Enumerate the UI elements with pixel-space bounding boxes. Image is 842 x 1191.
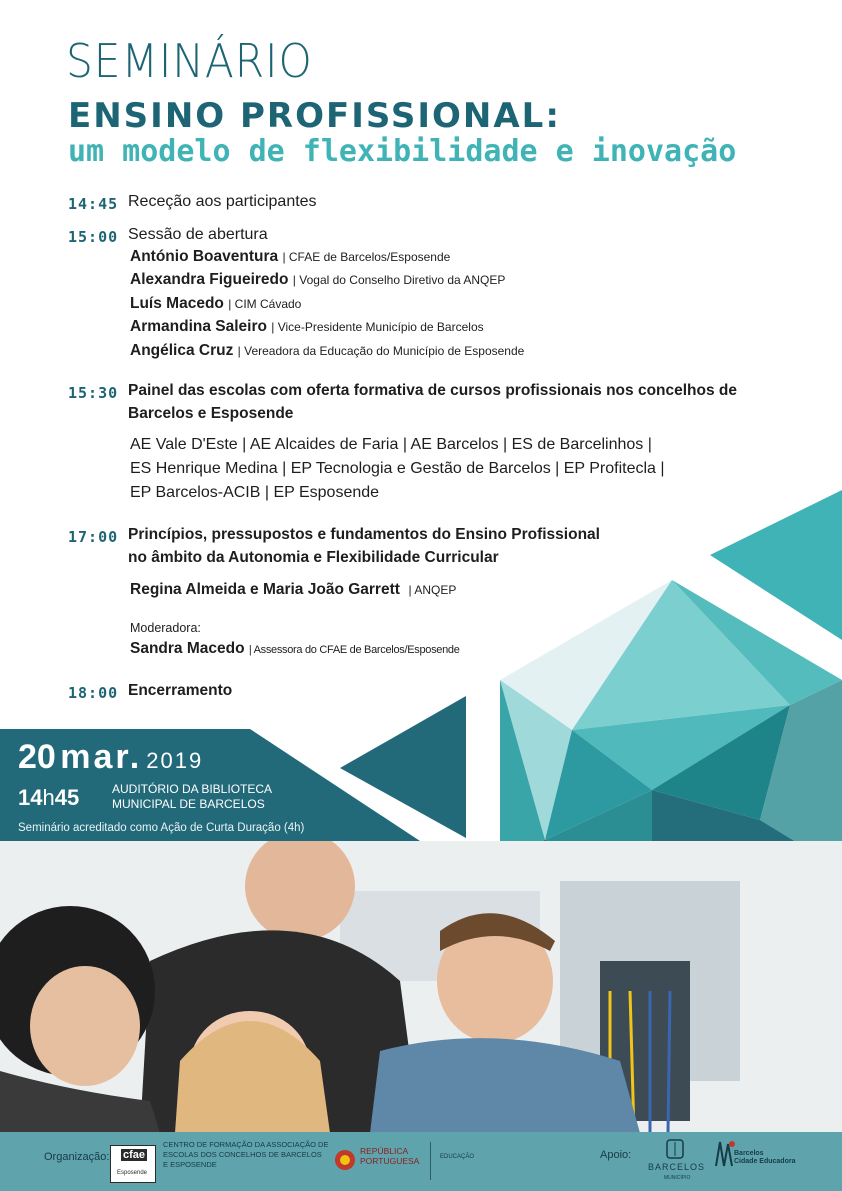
time-1800: 18:00	[68, 684, 119, 702]
barcelos-logo: BARCELOS	[648, 1162, 706, 1172]
seminar-tagline: um modelo de flexibilidade e inovação	[68, 134, 737, 169]
time-1500: 15:00	[68, 228, 119, 246]
moderator-label: Moderadora:	[130, 621, 201, 635]
republica-line-1: REPÚBLICA	[360, 1146, 409, 1156]
speaker-name: Armandina Saleiro	[130, 318, 267, 335]
moderator-role: | Assessora do CFAE de Barcelos/Esposende	[248, 644, 460, 656]
event-time	[18, 785, 79, 811]
time-1445: 14:45	[68, 195, 119, 213]
republica-logo	[360, 1146, 419, 1166]
time-1530: 15:30	[68, 384, 119, 402]
cfae-name-line-2: ESCOLAS DOS CONCELHOS DE BARCELOS	[163, 1150, 322, 1159]
speaker-role: | ANQEP	[408, 583, 457, 597]
time-1700: 17:00	[68, 528, 119, 546]
moderator-name: Sandra Macedo	[130, 640, 245, 657]
location-line-2: MUNICIPAL DE BARCELOS	[112, 797, 265, 811]
item-panel-title-1: Painel das escolas com oferta formativa de cursos profissionais nos concelhos de	[128, 382, 738, 399]
barcelos-crest-icon	[662, 1136, 688, 1160]
speaker-role: | CFAE de Barcelos/Esposende	[282, 250, 451, 264]
item-panel-title-2: Barcelos e Esposende	[128, 405, 294, 422]
speaker-name: Angélica Cruz	[130, 342, 234, 359]
speaker-role: | Vereadora da Educação do Município de Esposende	[237, 344, 525, 358]
location-line-1: AUDITÓRIO DA BIBLIOTECA	[112, 782, 273, 796]
accreditation-note: Seminário acreditado como Ação de Curta Duração (4h)	[18, 822, 305, 834]
divider	[430, 1142, 431, 1180]
event-date	[18, 738, 203, 777]
event-day: 20	[18, 738, 56, 776]
cfae-name-line-3: E ESPOSENDE	[163, 1160, 217, 1169]
footer	[0, 1132, 842, 1191]
item-principles-1: Princípios, pressupostos e fundamentos do Ensino Profissional	[128, 526, 600, 543]
cfae-name-line-1: CENTRO DE FORMAÇÃO DA ASSOCIAÇÃO DE	[163, 1140, 329, 1149]
schools-line-3: EP Barcelos-ACIB | EP Esposende	[130, 484, 380, 501]
event-year: 2019	[146, 748, 204, 773]
speaker-name: Alexandra Figueiredo	[130, 271, 289, 288]
item-opening: Sessão de abertura	[128, 226, 268, 243]
speaker-role: | CIM Cávado	[228, 297, 302, 311]
photo-illustration	[0, 841, 842, 1133]
students-photo	[0, 841, 842, 1133]
cidade-educadora-logo	[734, 1150, 795, 1166]
cfae-logo-sub: Esposende	[117, 1170, 148, 1176]
speaker-name: Luís Macedo	[130, 295, 224, 312]
portugal-emblem-icon	[333, 1144, 357, 1174]
speaker-role: | Vogal do Conselho Diretivo da ANQEP	[292, 273, 506, 287]
event-location	[112, 782, 272, 812]
support-label: Apoio:	[600, 1149, 632, 1161]
cfae-logo	[110, 1145, 156, 1183]
republica-line-2: PORTUGUESA	[360, 1156, 420, 1166]
cfae-name	[163, 1140, 328, 1170]
speaker-name: António Boaventura	[130, 248, 279, 265]
speaker-name: Regina Almeida e Maria João Garrett	[130, 581, 400, 598]
seminar-subtitle: ENSINO PROFISSIONAL:	[68, 96, 561, 136]
cfae-logo-text: cfae	[123, 1149, 146, 1161]
cidade-line-1: Barcelos	[734, 1150, 764, 1157]
event-minutes: 45	[54, 785, 80, 810]
cidade-line-2: Cidade Educadora	[734, 1158, 796, 1165]
event-h: h	[42, 785, 55, 810]
schools-line-1: AE Vale D'Este | AE Alcaides de Faria | AE Barcelos | ES de Barcelinhos |	[130, 436, 652, 453]
event-month: mar.	[60, 738, 143, 776]
item-principles-2: no âmbito da Autonomia e Flexibilidade Curricular	[128, 549, 499, 566]
barcelos-logo-sub: MUNICÍPIO	[664, 1175, 691, 1181]
republica-sub: EDUCAÇÃO	[440, 1154, 475, 1160]
event-hour: 14	[18, 785, 43, 810]
organization-label: Organização:	[44, 1151, 110, 1163]
item-reception: Receção aos participantes	[128, 193, 317, 210]
speaker-role: | Vice-Presidente Município de Barcelos	[271, 320, 484, 334]
page-title: SEMINÁRIO	[66, 34, 313, 88]
item-closing: Encerramento	[128, 682, 233, 699]
schools-line-2: ES Henrique Medina | EP Tecnologia e Gestão de Barcelos | EP Profitecla |	[130, 460, 665, 477]
